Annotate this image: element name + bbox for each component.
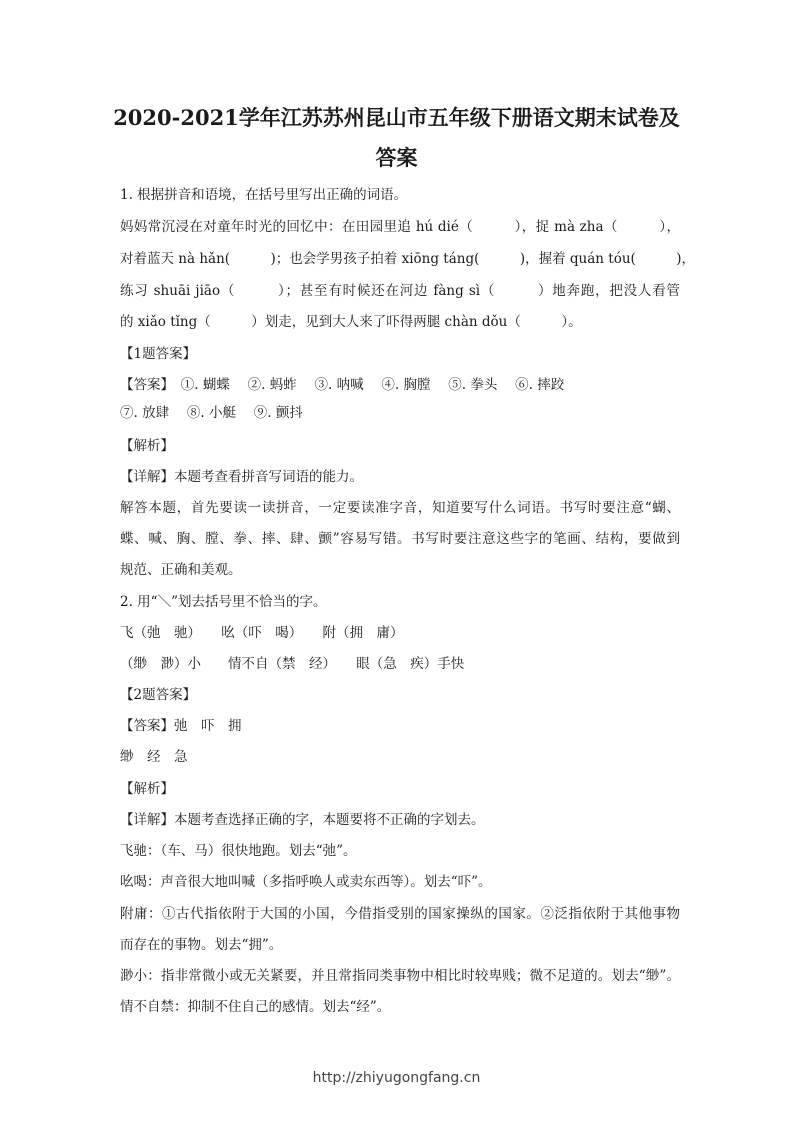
- question-2-items-line: （缈 渺）小 情不自（禁 经） 眼（急 疾）手快: [120, 656, 465, 672]
- question-2-answer-line: 缈 经 急: [120, 749, 188, 765]
- question-2-explanation-line: 飞驰：（车、马）很快地跑。划去“弛”。: [120, 843, 357, 859]
- question-1-explanation-line: 解答本题，首先要读一读拼音，一定要读准字音，知道要写什么词语。书写时要注意“蝴、: [120, 500, 680, 516]
- question-2-explanation-line: 渺小：指非常微小或无关紧要，并且常指同类事物中相比时较卑贱；微不足道的。划去“缈”。: [120, 968, 680, 984]
- question-1-text-line: 的 xiǎo tǐng（ ）划走，见到大人来了吓得两腿 chàn dǒu（ ）。: [120, 314, 582, 330]
- question-1-text-line: 妈妈常沉浸在对童年时光的回忆中：在田园里追 hú dié（ ），捉 mà zha（ ），: [120, 219, 680, 235]
- question-2-prompt: 2. 用“＼”划去括号里不恰当的字。: [120, 594, 327, 610]
- question-1-text-line: 对着蓝天 nà hǎn( )；也会学男孩子拍着 xiōng táng( )，握着 quán tóu( )，: [120, 251, 696, 267]
- question-2-explanation-line: 附庸：①古代指依附于大国的小国，今借指受别的国家操纵的国家。②泛指依附于其他事物: [120, 906, 680, 922]
- question-1-text-line: 练习 shuāi jiāo（ ）；甚至有时候还在河边 fàng sì（ ）地奔跑，把没人看管: [120, 283, 680, 299]
- question-2-answer-line: 【答案】弛 吓 拥: [120, 718, 242, 734]
- question-1-analysis-heading: 【解析】: [120, 438, 174, 454]
- question-2-items-line: 飞（弛 驰） 吆（吓 喝） 附（拥 庸）: [120, 625, 404, 641]
- question-2-explanation-line: 而存在的事物。划去“拥”。: [120, 937, 283, 953]
- document-title-line1: 2020-2021学年江苏苏州昆山市五年级下册语文期末试卷及: [113, 105, 680, 130]
- question-2-answer-heading: 【2题答案】: [120, 687, 197, 703]
- question-2-analysis-heading: 【解析】: [120, 781, 174, 797]
- document-title-line2: 答案: [375, 145, 418, 170]
- question-1-explanation-line: 规范、正确和美观。: [120, 562, 242, 578]
- question-2-explanation-line: 吆喝：声音很大地叫喊（多指呼唤人或卖东西等）。划去“吓”。: [120, 874, 492, 890]
- footer-url: http://zhiyugongfang.cn: [312, 1070, 481, 1086]
- question-1-prompt: 1. 根据拼音和语境，在括号里写出正确的词语。: [120, 187, 408, 203]
- question-1-detail: 【详解】本题考查看拼音写词语的能力。: [120, 469, 363, 485]
- question-2-explanation-line: 情不自禁：抑制不住自己的感情。划去“经”。: [120, 999, 391, 1015]
- question-1-answer-heading: 【1题答案】: [120, 346, 197, 362]
- question-2-detail: 【详解】本题考查选择正确的字，本题要将不正确的字划去。: [120, 812, 485, 828]
- question-1-explanation-line: 蝶、喊、胸、膛、拳、摔、肆、颤”容易写错。书写时要注意这些字的笔画、结构，要做到: [120, 531, 680, 547]
- question-1-answer-line: 【答案】 ①. 蝴蝶 ②. 蚂蚱 ③. 呐喊 ④. 胸膛 ⑤. 拳头 ⑥. 摔跤: [120, 377, 565, 393]
- question-1-answer-line: ⑦. 放肆 ⑧. 小艇 ⑨. 颤抖: [120, 405, 303, 421]
